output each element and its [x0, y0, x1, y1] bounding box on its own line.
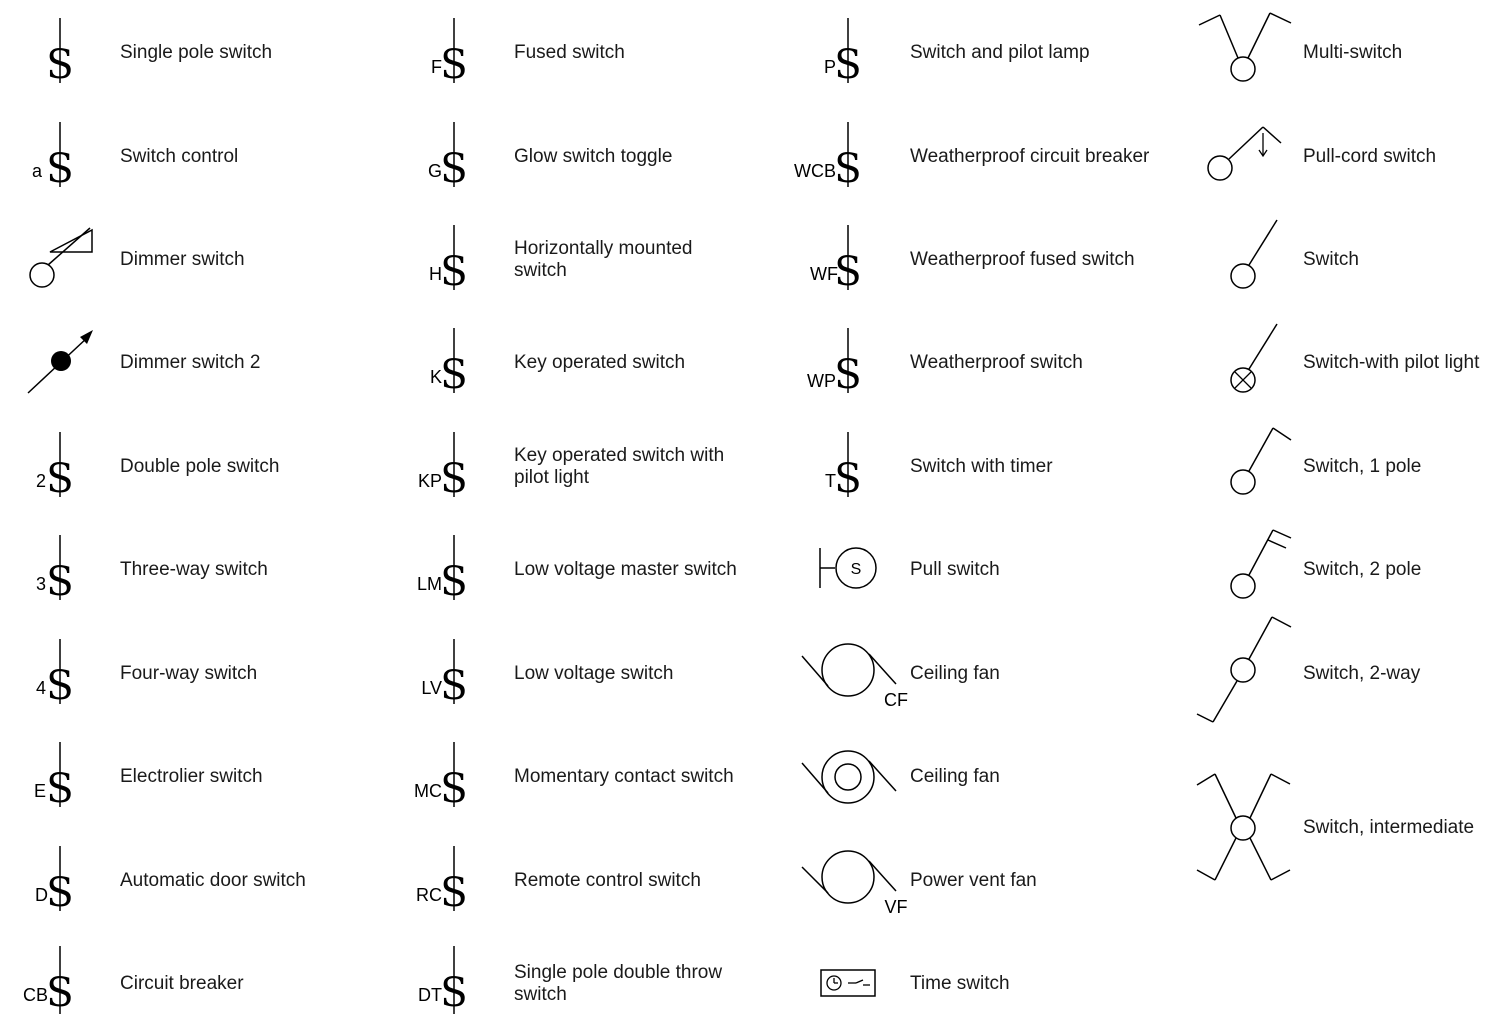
symbol-label: Switch, 2 pole: [1303, 559, 1422, 580]
symbol-label: Three-way switch: [120, 559, 268, 580]
svg-text:LM: LM: [416, 574, 442, 594]
switch-2-way-icon: [1193, 624, 1293, 724]
svg-text:S: S: [46, 456, 74, 502]
automatic-door-switch-icon: [10, 831, 110, 931]
svg-text:S: S: [440, 352, 468, 398]
switch-with-timer-icon: [800, 417, 900, 517]
symbol-label: Dimmer switch: [120, 249, 245, 270]
svg-text:S: S: [834, 352, 862, 398]
svg-text:LV: LV: [421, 678, 442, 698]
symbol-label: Switch: [1303, 249, 1359, 270]
switch-2-pole-icon: [1193, 520, 1293, 620]
three-way-switch-icon: [10, 520, 110, 620]
svg-text:S: S: [440, 456, 468, 502]
symbol-double-pole-switch: [10, 417, 390, 517]
symbol-time-switch: [800, 928, 1180, 1028]
svg-text:S: S: [440, 766, 468, 812]
key-operated-switch-pilot-icon: [404, 417, 504, 517]
svg-text:S: S: [850, 561, 862, 578]
symbol-switch-intermediate: [1193, 778, 1500, 878]
switch-icon: [1193, 210, 1293, 310]
symbol-circuit-breaker: [10, 928, 390, 1028]
momentary-contact-switch-icon: [404, 727, 504, 827]
four-way-switch-icon: [10, 624, 110, 724]
symbol-label: Double pole switch: [120, 456, 280, 477]
svg-text:2: 2: [35, 471, 46, 491]
symbol-weatherproof-fused-switch: [800, 210, 1180, 310]
symbol-switch-with-timer: [800, 417, 1180, 517]
symbol-label: Pull switch: [910, 559, 1000, 580]
symbol-weatherproof-circuit-breaker: [794, 107, 1180, 207]
single-pole-switch-icon: [10, 3, 110, 103]
svg-text:WP: WP: [807, 371, 836, 391]
symbol-horizontally-mounted-switch: [404, 210, 784, 310]
weatherproof-switch-icon: [800, 313, 900, 413]
symbol-label: Single pole double throw switch: [514, 962, 723, 1005]
symbol-single-pole-switch: [10, 3, 390, 103]
symbol-label: Switch, 2-way: [1303, 663, 1421, 684]
symbol-label: Weatherproof fused switch: [910, 249, 1135, 270]
symbol-label: Pull-cord switch: [1303, 146, 1437, 167]
symbol-glow-switch-toggle: [404, 107, 784, 207]
symbol-single-pole-double-throw: [404, 928, 784, 1028]
symbol-label: Remote control switch: [514, 870, 701, 891]
symbol-switch-2-way: [1193, 624, 1500, 724]
svg-text:H: H: [429, 264, 442, 284]
symbol-remote-control-switch: [404, 831, 784, 931]
svg-text:RC: RC: [416, 885, 442, 905]
switch-control-icon: [10, 107, 110, 207]
symbol-label: Fused switch: [514, 42, 625, 63]
svg-text:S: S: [46, 146, 74, 192]
symbol-switch-with-pilot-light: [1193, 313, 1500, 413]
svg-text:4: 4: [35, 678, 46, 698]
symbol-label: Horizontally mounted switch: [514, 238, 693, 281]
symbol-label: Switch-with pilot light: [1303, 352, 1480, 373]
weatherproof-circuit-breaker-icon: [794, 107, 900, 207]
svg-text:T: T: [825, 471, 836, 491]
svg-text:E: E: [33, 781, 46, 801]
switch-1-pole-icon: [1193, 417, 1293, 517]
symbol-label: Weatherproof switch: [910, 352, 1083, 373]
svg-text:K: K: [429, 367, 442, 387]
symbol-label: Weatherproof circuit breaker: [910, 146, 1150, 167]
symbol-power-vent-fan: [800, 831, 1180, 931]
svg-text:WCB: WCB: [794, 161, 836, 181]
svg-text:S: S: [46, 870, 74, 916]
symbol-low-voltage-switch: [404, 624, 784, 724]
time-switch-icon: [800, 928, 900, 1028]
dimmer-switch-icon: [10, 210, 110, 310]
symbol-fused-switch: [404, 3, 784, 103]
symbol-label: Switch, 1 pole: [1303, 456, 1422, 477]
symbol-three-way-switch: [10, 520, 390, 620]
symbol-label: Single pole switch: [120, 42, 273, 63]
symbol-ceiling-fan-2: [800, 727, 1180, 827]
remote-control-switch-icon: [404, 831, 504, 931]
symbol-label: Automatic door switch: [120, 870, 306, 891]
symbol-label: Power vent fan: [910, 870, 1037, 891]
symbol-label: Switch and pilot lamp: [910, 42, 1090, 63]
symbol-label: Circuit breaker: [120, 973, 244, 994]
symbol-label: Electrolier switch: [120, 766, 263, 787]
power-vent-fan-icon: [800, 831, 908, 931]
symbol-four-way-switch: [10, 624, 390, 724]
single-pole-double-throw-icon: [404, 928, 504, 1028]
symbol-switch-control: [10, 107, 390, 207]
symbol-pull-cord-switch: [1193, 107, 1500, 207]
svg-text:S: S: [834, 42, 862, 88]
svg-text:S: S: [440, 970, 468, 1016]
glow-switch-toggle-icon: [404, 107, 504, 207]
horizontally-mounted-switch-icon: [404, 210, 504, 310]
fused-switch-icon: [404, 3, 504, 103]
svg-text:S: S: [440, 249, 468, 295]
symbol-switch: [1193, 210, 1500, 310]
symbol-label: Momentary contact switch: [514, 766, 734, 787]
pull-switch-icon: [800, 520, 900, 620]
symbol-key-operated-switch: [404, 313, 784, 413]
svg-text:WF: WF: [810, 264, 838, 284]
switch-with-pilot-light-icon: [1193, 313, 1293, 413]
symbol-label: Switch control: [120, 146, 239, 167]
svg-text:CB: CB: [22, 985, 48, 1005]
svg-text:S: S: [440, 42, 468, 88]
weatherproof-fused-switch-icon: [800, 210, 900, 310]
switch-intermediate-icon: [1193, 778, 1293, 878]
symbol-ceiling-fan: [800, 624, 1180, 724]
symbol-label: Low voltage master switch: [514, 559, 737, 580]
multi-switch-icon: [1193, 3, 1293, 103]
svg-text:S: S: [440, 559, 468, 605]
circuit-breaker-icon: [10, 928, 110, 1028]
svg-text:S: S: [46, 663, 74, 709]
svg-text:S: S: [834, 456, 862, 502]
svg-text:DT: DT: [418, 985, 442, 1005]
symbol-label: Key operated switch: [514, 352, 686, 373]
svg-text:a: a: [31, 161, 42, 181]
key-operated-switch-icon: [404, 313, 504, 413]
symbol-dimmer-switch-2: [10, 313, 390, 413]
ceiling-fan-2-icon: [800, 727, 900, 827]
symbol-multi-switch: [1193, 3, 1500, 103]
symbol-label: Key operated switch with pilot light: [514, 445, 725, 488]
dimmer-switch-2-icon: [10, 313, 110, 413]
svg-text:3: 3: [35, 574, 46, 594]
symbol-weatherproof-switch: [800, 313, 1180, 413]
svg-text:S: S: [46, 42, 74, 88]
electrolier-switch-icon: [10, 727, 110, 827]
svg-text:G: G: [427, 161, 442, 181]
symbol-label: Time switch: [910, 973, 1010, 994]
svg-text:CF: CF: [884, 690, 908, 710]
symbol-electrolier-switch: [10, 727, 390, 827]
svg-text:S: S: [46, 559, 74, 605]
svg-text:KP: KP: [417, 471, 442, 491]
switch-and-pilot-lamp-icon: [800, 3, 900, 103]
symbol-switch-1-pole: [1193, 417, 1500, 517]
symbol-pull-switch: [800, 520, 1180, 620]
svg-text:S: S: [834, 146, 862, 192]
svg-text:MC: MC: [414, 781, 442, 801]
svg-text:S: S: [46, 766, 74, 812]
symbol-automatic-door-switch: [10, 831, 390, 931]
svg-text:D: D: [35, 885, 48, 905]
symbol-switch-and-pilot-lamp: [800, 3, 1180, 103]
symbol-label: Switch with timer: [910, 456, 1053, 477]
svg-text:S: S: [440, 870, 468, 916]
symbol-dimmer-switch: [10, 210, 390, 310]
symbol-switch-2-pole: [1193, 520, 1500, 620]
symbol-label: Ceiling fan: [910, 663, 1000, 684]
double-pole-switch-icon: [10, 417, 110, 517]
symbol-label: Multi-switch: [1303, 42, 1403, 63]
symbol-label: Four-way switch: [120, 663, 258, 684]
symbol-key-operated-switch-pilot: [404, 417, 784, 517]
symbol-label: Switch, intermediate: [1303, 817, 1475, 838]
svg-text:S: S: [440, 146, 468, 192]
pull-cord-switch-icon: [1193, 107, 1293, 207]
svg-text:S: S: [46, 970, 74, 1016]
low-voltage-switch-icon: [404, 624, 504, 724]
symbol-label: Dimmer switch 2: [120, 352, 261, 373]
svg-text:S: S: [834, 249, 862, 295]
ceiling-fan-icon: [800, 624, 908, 724]
symbol-momentary-contact-switch: [404, 727, 784, 827]
symbol-label: Ceiling fan: [910, 766, 1000, 787]
symbol-low-voltage-master-switch: [404, 520, 784, 620]
svg-text:F: F: [431, 57, 442, 77]
symbol-label: Glow switch toggle: [514, 146, 673, 167]
low-voltage-master-switch-icon: [404, 520, 504, 620]
svg-text:S: S: [440, 663, 468, 709]
svg-text:P: P: [823, 57, 836, 77]
svg-text:VF: VF: [884, 897, 908, 917]
symbol-label: Low voltage switch: [514, 663, 674, 684]
